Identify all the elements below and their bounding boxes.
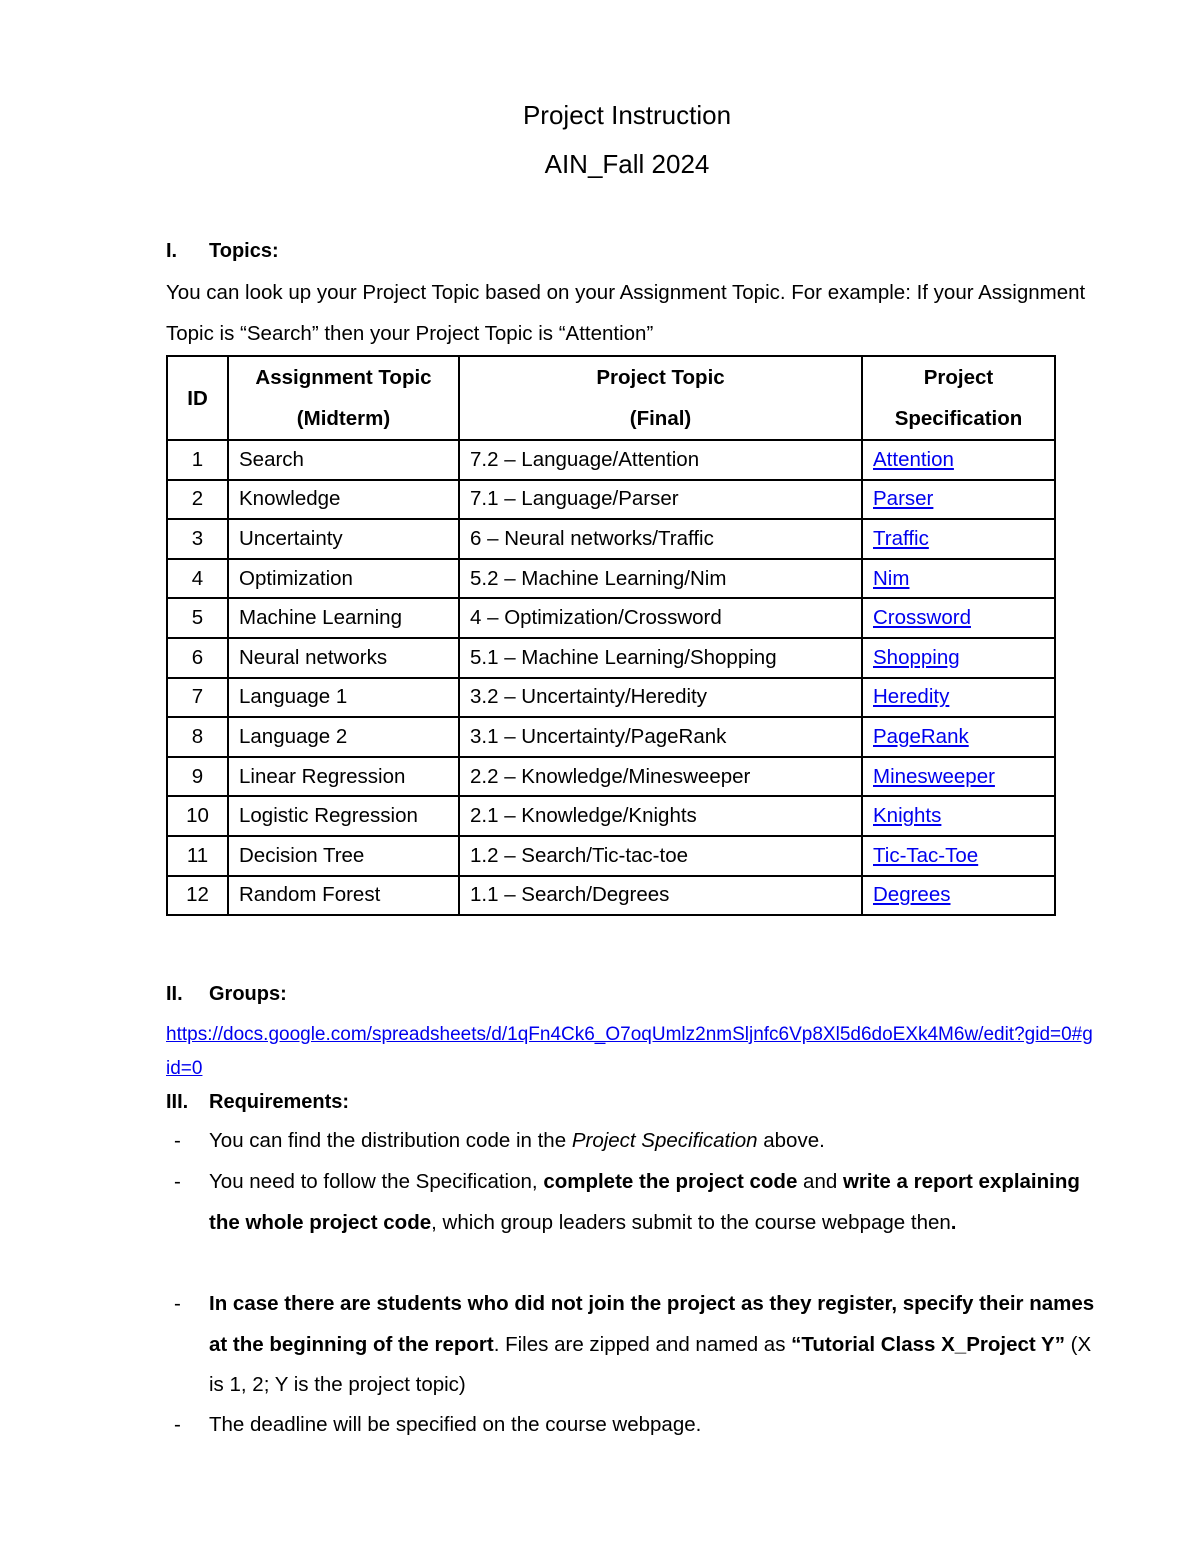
cell-assignment-topic: Machine Learning: [228, 598, 459, 638]
section-requirements-heading: [166, 1089, 349, 1115]
requirement-item-2: [166, 1162, 1096, 1243]
table-row: [167, 836, 1055, 876]
cell-project-topic: 7.1 – Language/Parser: [459, 480, 862, 520]
table-row: [167, 876, 1055, 916]
specification-link[interactable]: Knights: [873, 804, 942, 828]
cell-id: 1: [167, 440, 228, 480]
section-title: Groups:: [209, 983, 287, 1005]
list-dash: -: [174, 1170, 181, 1193]
section-groups-heading: [166, 981, 287, 1007]
header-text: Project Topic: [596, 366, 725, 389]
cell-project-specification: [862, 519, 1055, 559]
cell-assignment-topic: Language 2: [228, 717, 459, 757]
requirement-item-4: [166, 1405, 1096, 1446]
table-row: [167, 480, 1055, 520]
cell-project-topic: 2.1 – Knowledge/Knights: [459, 796, 862, 836]
specification-link[interactable]: Minesweeper: [873, 764, 995, 788]
table-row: [167, 678, 1055, 718]
cell-id: 12: [167, 876, 228, 916]
list-dash: -: [174, 1292, 181, 1315]
section-title: Requirements:: [209, 1091, 350, 1113]
cell-project-topic: 3.2 – Uncertainty/Heredity: [459, 678, 862, 718]
req-text: above.: [757, 1129, 825, 1152]
specification-link[interactable]: Traffic: [873, 526, 929, 550]
req-bold: .: [950, 1210, 957, 1234]
req-bold: In case there are students who did not join the project as they register, specify their names at the beginning of the report: [209, 1292, 1095, 1356]
requirement-item-1: [166, 1121, 1096, 1162]
list-dash: -: [174, 1413, 181, 1436]
header-id: ID: [167, 356, 228, 440]
cell-project-specification: [862, 836, 1055, 876]
cell-id: 9: [167, 757, 228, 797]
cell-id: 5: [167, 598, 228, 638]
cell-project-specification: [862, 796, 1055, 836]
cell-project-specification: [862, 757, 1055, 797]
cell-assignment-topic: Search: [228, 440, 459, 480]
table-row: [167, 757, 1055, 797]
table-row: [167, 440, 1055, 480]
header-text: Assignment Topic: [255, 366, 432, 389]
cell-id: 3: [167, 519, 228, 559]
cell-assignment-topic: Knowledge: [228, 480, 459, 520]
specification-link[interactable]: Nim: [873, 566, 910, 590]
cell-id: 8: [167, 717, 228, 757]
cell-project-specification: [862, 480, 1055, 520]
table-row: [167, 796, 1055, 836]
specification-link[interactable]: Degrees: [873, 883, 951, 907]
req-emphasis: Project Specification: [571, 1129, 758, 1152]
header-project-topic: [459, 356, 862, 440]
specification-link[interactable]: Shopping: [873, 645, 960, 669]
groups-spreadsheet-link[interactable]: https://docs.google.com/spreadsheets/d/1qFn4Ck6_O7oqUmlz2nmSljnfc6Vp8Xl5d6doEXk4M6w/edit?gid=0#gid=0: [166, 1024, 1093, 1079]
cell-assignment-topic: Random Forest: [228, 876, 459, 916]
req-text: and: [797, 1170, 843, 1193]
cell-project-specification: [862, 876, 1055, 916]
header-text: (Final): [629, 407, 692, 430]
cell-project-topic: 6 – Neural networks/Traffic: [459, 519, 862, 559]
cell-project-specification: [862, 638, 1055, 678]
topics-intro: You can look up your Project Topic based on your Assignment Topic. For example: If your Assignment Topic is “Search” then your Project Topic is “Attention”: [166, 281, 1086, 345]
cell-assignment-topic: Language 1: [228, 678, 459, 718]
cell-project-topic: 1.1 – Search/Degrees: [459, 876, 862, 916]
topics-table: [166, 355, 1056, 916]
specification-link[interactable]: Heredity: [873, 685, 950, 709]
cell-id: 10: [167, 796, 228, 836]
req-bold: complete the project code: [543, 1170, 798, 1193]
cell-project-specification: [862, 678, 1055, 718]
header-text: Specification: [894, 407, 1023, 430]
cell-project-specification: [862, 717, 1055, 757]
cell-assignment-topic: Logistic Regression: [228, 796, 459, 836]
cell-id: 6: [167, 638, 228, 678]
cell-id: 11: [167, 836, 228, 876]
requirement-item-3: [166, 1284, 1096, 1406]
cell-id: 4: [167, 559, 228, 599]
page-subtitle: AIN_Fall 2024: [544, 149, 710, 179]
table-row: [167, 519, 1055, 559]
specification-link[interactable]: Attention: [873, 447, 954, 471]
section-title: Topics:: [209, 240, 279, 262]
req-text: (X is 1, 2; Y is the project topic): [209, 1332, 1092, 1397]
table-row: [167, 598, 1055, 638]
table-header-row: [167, 356, 1055, 440]
cell-project-topic: 7.2 – Language/Attention: [459, 440, 862, 480]
section-number: II.: [166, 983, 183, 1005]
cell-id: 2: [167, 480, 228, 520]
specification-link[interactable]: Parser: [873, 487, 934, 511]
cell-project-topic: 5.2 – Machine Learning/Nim: [459, 559, 862, 599]
section-number: III.: [166, 1091, 189, 1113]
section-topics-heading: [166, 238, 279, 264]
specification-link[interactable]: Tic-Tac-Toe: [873, 843, 979, 867]
cell-assignment-topic: Linear Regression: [228, 757, 459, 797]
cell-assignment-topic: Uncertainty: [228, 519, 459, 559]
cell-assignment-topic: Optimization: [228, 559, 459, 599]
req-text: . Files are zipped and named as: [493, 1332, 792, 1356]
req-text: The deadline will be specified on the course webpage.: [209, 1413, 702, 1436]
cell-project-specification: [862, 598, 1055, 638]
header-text: (Midterm): [296, 407, 391, 430]
table-row: [167, 559, 1055, 599]
specification-link[interactable]: PageRank: [873, 724, 969, 748]
list-dash: -: [174, 1129, 181, 1152]
req-text: , which group leaders submit to the course webpage then: [431, 1210, 951, 1234]
specification-link[interactable]: Crossword: [873, 606, 971, 630]
cell-project-topic: 3.1 – Uncertainty/PageRank: [459, 717, 862, 757]
section-number: I.: [166, 240, 178, 262]
cell-id: 7: [167, 678, 228, 718]
cell-project-topic: 1.2 – Search/Tic-tac-toe: [459, 836, 862, 876]
table-row: [167, 638, 1055, 678]
header-text: Project: [923, 366, 994, 389]
req-text: You can find the distribution code in the: [209, 1129, 572, 1152]
cell-project-topic: 4 – Optimization/Crossword: [459, 598, 862, 638]
req-bold: “Tutorial Class X_Project Y”: [791, 1332, 1065, 1356]
cell-assignment-topic: Neural networks: [228, 638, 459, 678]
header-assignment-topic: [228, 356, 459, 440]
cell-assignment-topic: Decision Tree: [228, 836, 459, 876]
header-project-specification: [862, 356, 1055, 440]
req-text: You need to follow the Specification,: [209, 1170, 544, 1193]
cell-project-specification: [862, 559, 1055, 599]
table-row: [167, 717, 1055, 757]
cell-project-specification: [862, 440, 1055, 480]
cell-project-topic: 2.2 – Knowledge/Minesweeper: [459, 757, 862, 797]
req-bold: write a report explaining the whole project code: [209, 1170, 1080, 1234]
page-title: Project Instruction: [522, 100, 732, 130]
cell-project-topic: 5.1 – Machine Learning/Shopping: [459, 638, 862, 678]
